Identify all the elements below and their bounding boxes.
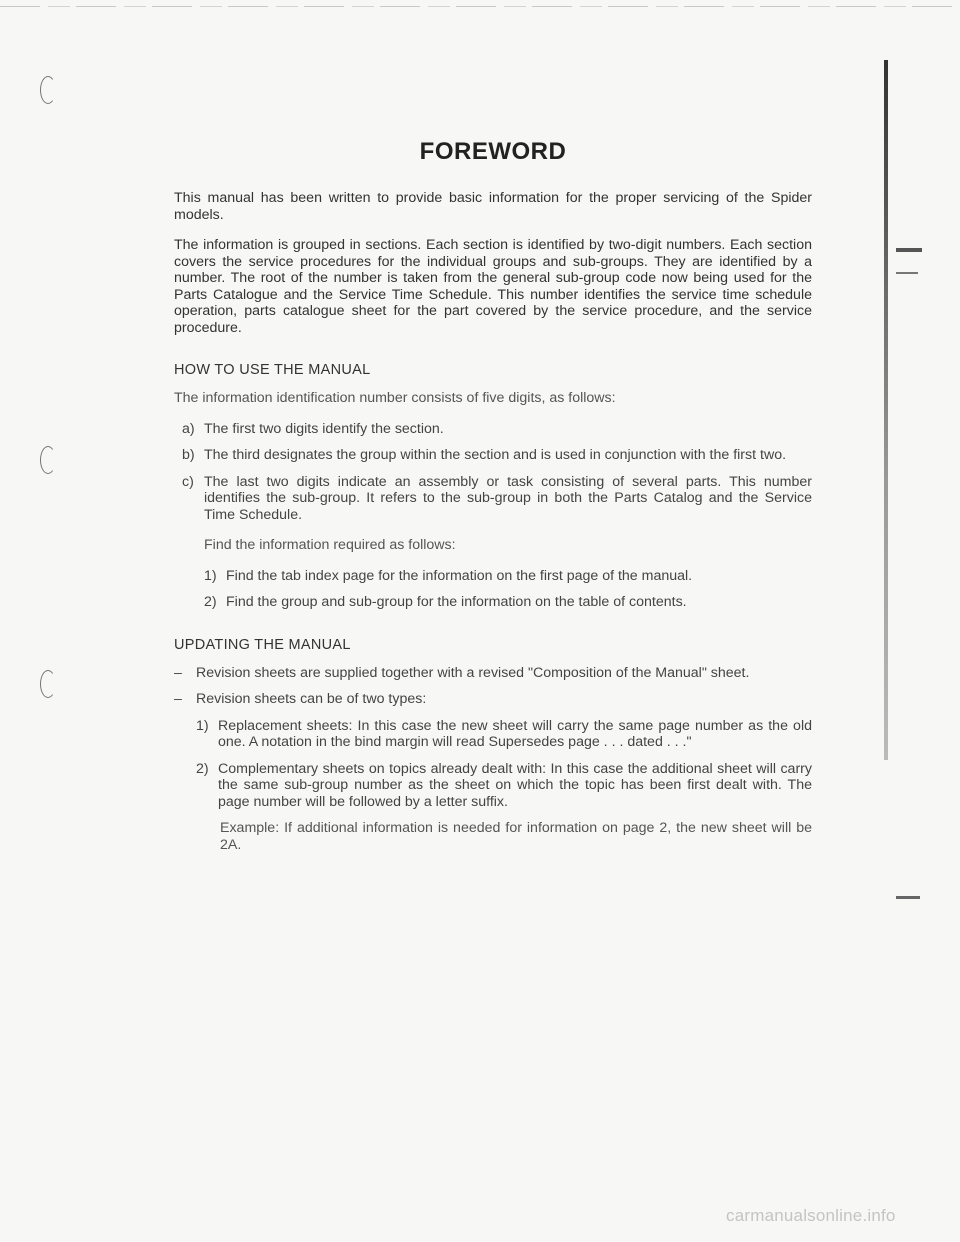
list-item [182,474,812,524]
find-step [204,568,812,585]
section-heading-how-to-use: HOW TO USE THE MANUAL [174,362,371,378]
list-item-text: The third designates the group within the section and is used in conjunction with the first two. [204,447,787,463]
revision-types [174,718,812,811]
find-step-text: Find the tab index page for the information on the first page of the manual. [226,567,693,584]
list-item [182,421,812,438]
intro-paragraph: This manual has been written to provide basic information for the proper servicing of the Spider models. [174,190,812,223]
section-heading-updating: UPDATING THE MANUAL [174,636,351,653]
find-lead: Find the information required as follows: [204,537,456,553]
list-item-key: c) [182,473,194,490]
scan-top-line [0,6,960,7]
how-to-use-lead: The information identification number consists of five digits, as follows: [174,390,616,406]
list-item-key: b) [182,447,195,463]
intro-paragraph: The information is grouped in sections. Each section is identified by two-digit numbers. Each section covers the service procedures for the individual groups and sub-groups. They are identified by a number. The root of the number is taken from the general sub-group code now being used for the Parts Catalogue and the Service Time Schedule. This number identifies the service time schedule operation, parts catalogue sheet for the part covered by the service procedure, and the service procedure. [174,237,812,336]
watermark-text: carmanualsonline.info [726,1206,896,1225]
list-item-key: a) [182,420,195,437]
find-instructions [182,537,812,611]
identification-list [174,421,812,611]
binding-edge [884,60,888,760]
find-step-key: 2) [204,594,217,610]
bullet-item [174,665,812,682]
page-title: FOREWORD [419,138,567,165]
revision-type-key: 1) [196,717,209,734]
updating-bullets [174,665,812,708]
list-item-text: The last two digits indicate an assembly or task consisting of several parts. This number identifies the sub-group. It refers to the sub-group in both the Parts Catalog and the Service Time Schedule. [204,473,812,523]
revision-type-key: 2) [196,760,209,777]
document-body [174,138,812,867]
bullet-dash: – [174,664,182,681]
edge-tab-mark [896,248,922,252]
list-item-text: The first two digits identify the section. [204,420,444,437]
revision-type-text: Replacement sheets: In this case the new sheet will carry the same page number as the old one. A notation in the bind margin will read Supersedes page . . . dated . . ." [218,717,812,750]
bullet-text: Revision sheets are supplied together with a revised "Composition of the Manual" sheet. [196,664,750,681]
bullet-text: Revision sheets can be of two types: [196,691,427,707]
bullet-dash: – [174,691,182,707]
find-step-text: Find the group and sub-group for the information on the table of contents. [226,594,687,610]
edge-tab-mark [896,272,918,274]
punch-hole-mark-top [40,76,56,104]
example-note: Example: If additional information is needed for information on page 2, the new sheet will be 2A. [220,820,812,853]
revision-type-item [196,761,812,811]
bullet-item [174,691,812,708]
edge-tab-mark [896,896,920,899]
find-step-key: 1) [204,567,217,584]
find-step [204,594,812,611]
revision-type-text: Complementary sheets on topics already dealt with: In this case the additional sheet will carry the same sub-group number as the sheet on which the topic has been first dealt with. The page number will be followed by a letter suffix. [218,760,812,810]
punch-hole-mark-middle [40,446,56,474]
revision-type-item [196,718,812,751]
list-item [182,447,812,464]
punch-hole-mark-bottom [40,670,56,698]
